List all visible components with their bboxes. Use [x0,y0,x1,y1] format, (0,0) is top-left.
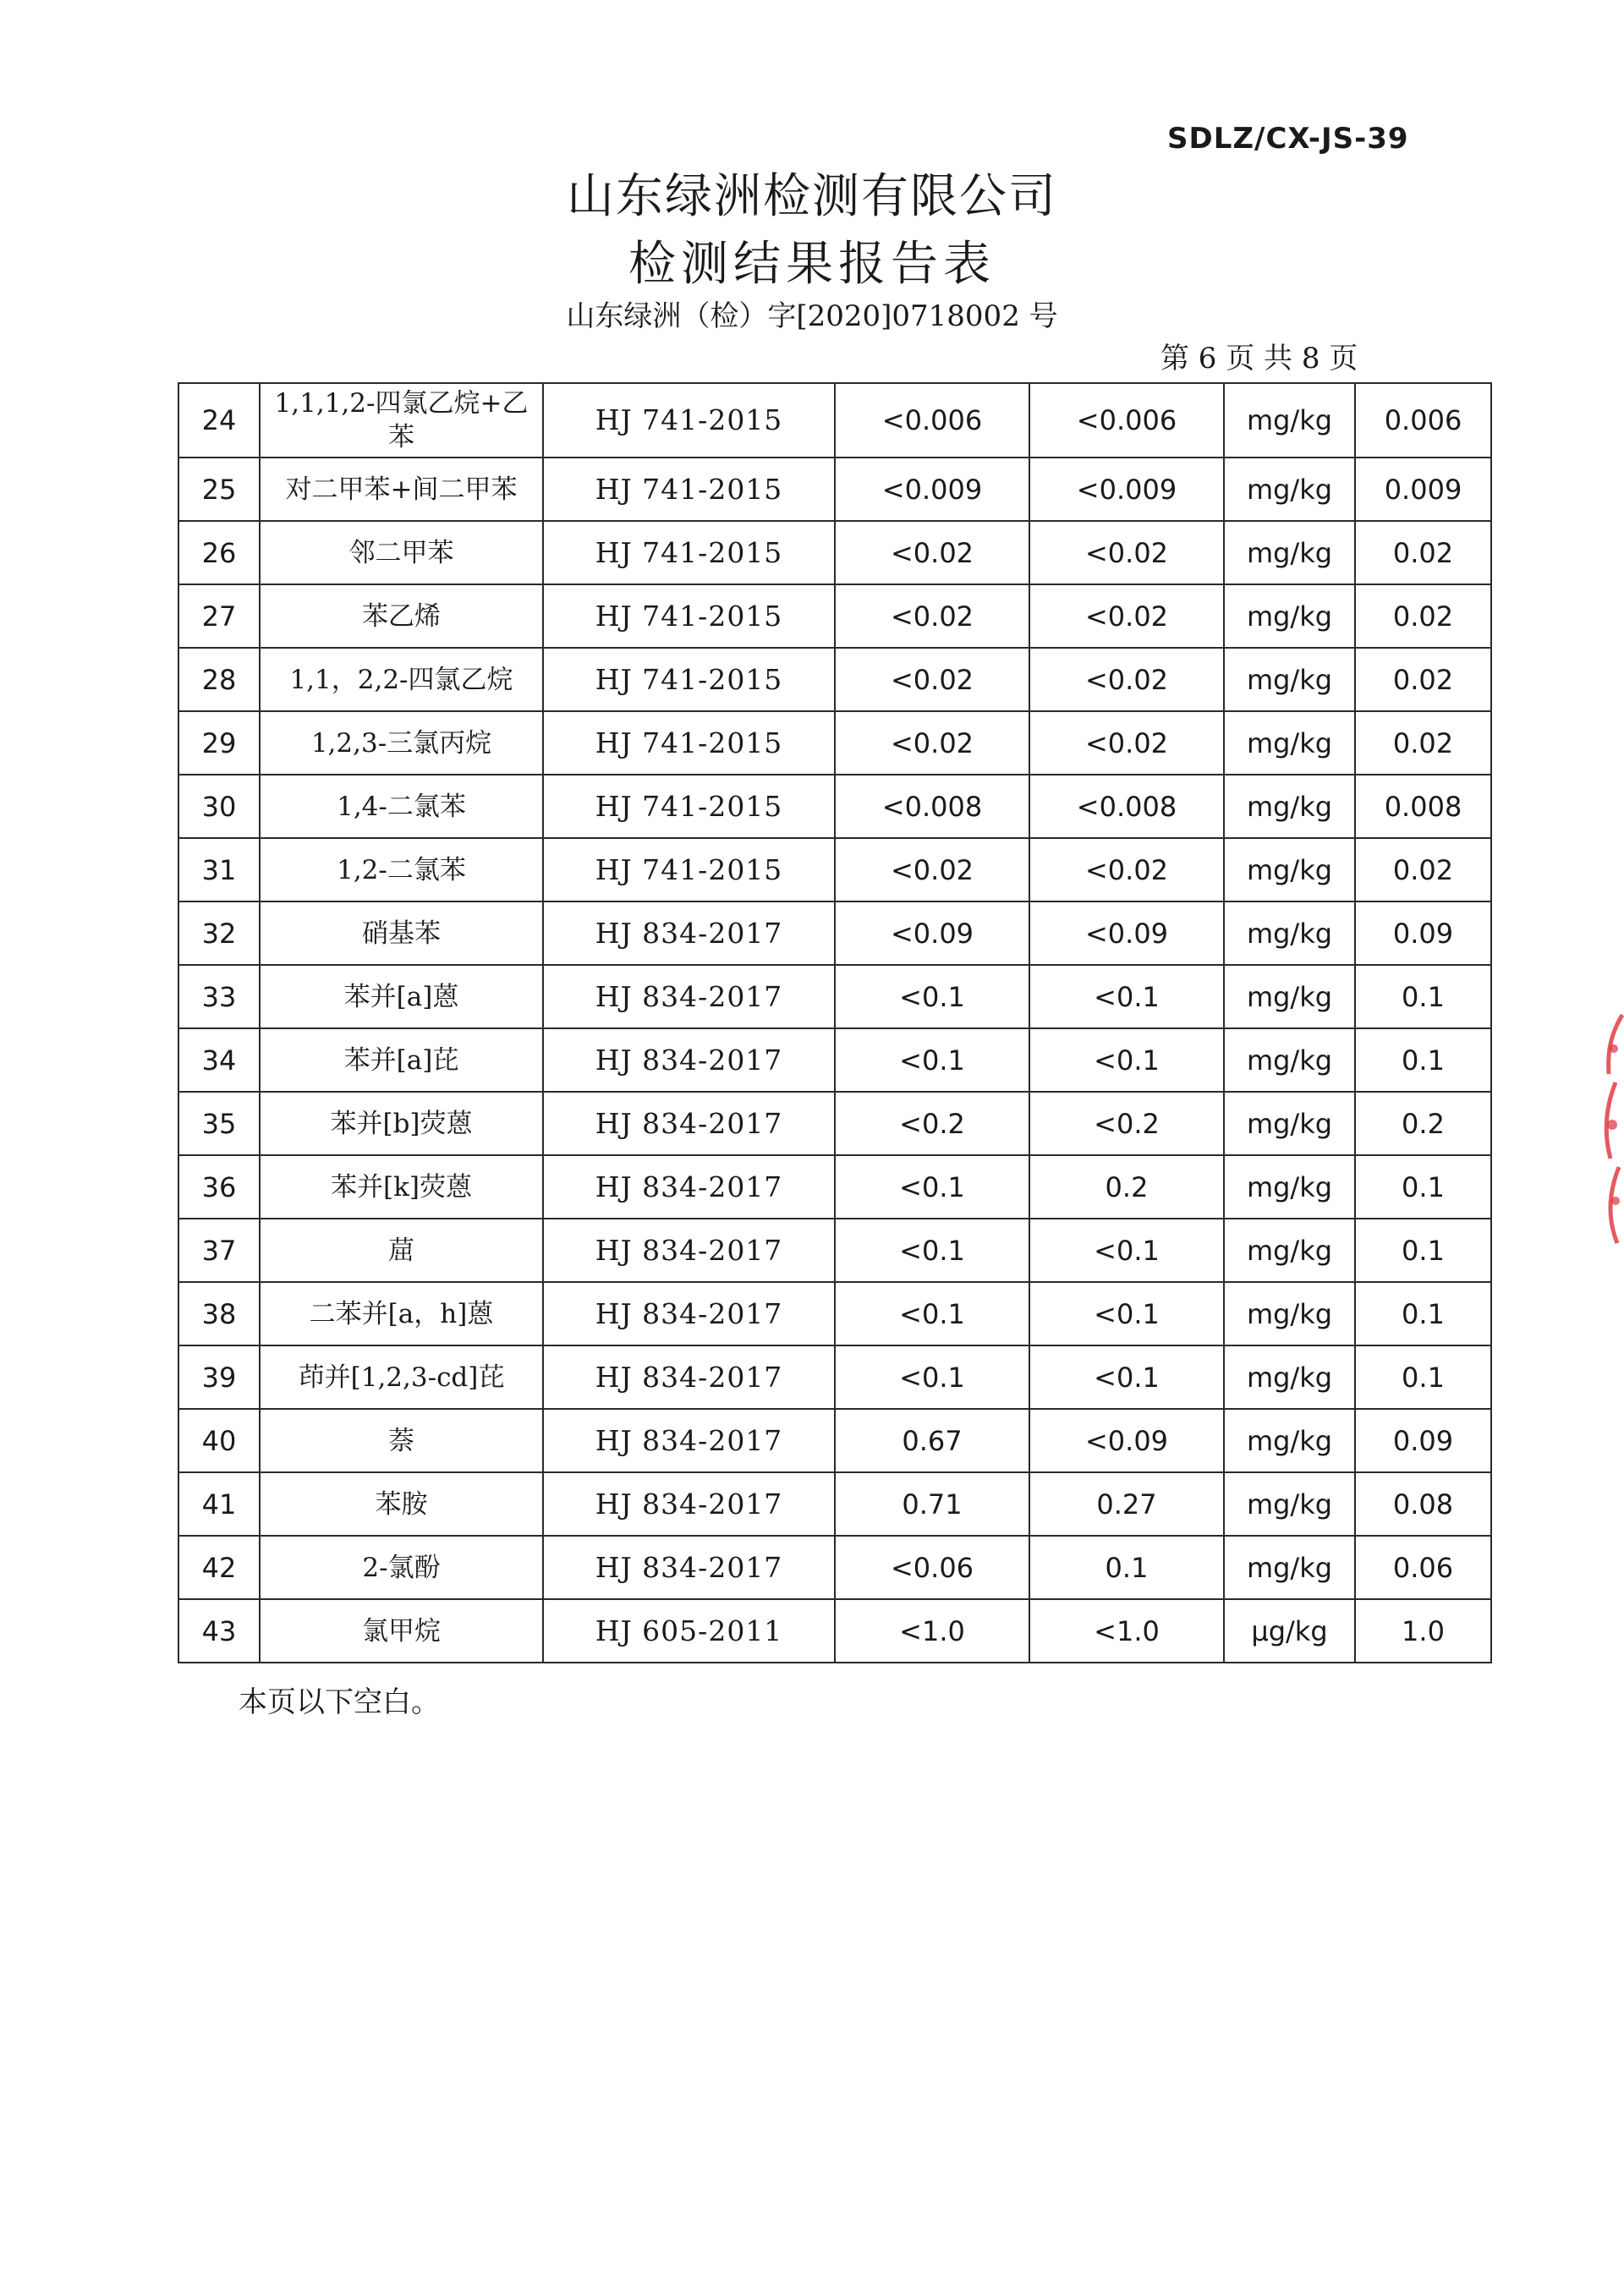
detection-limit-cell: 0.1 [1355,1345,1491,1409]
table-row [178,775,1491,838]
page-number: 第 6 页 共 8 页 [1160,342,1358,375]
analyte-name-cell: 二苯并[a，h]蒽 [260,1282,543,1345]
row-number-cell: 31 [178,838,260,901]
result-2-cell: <0.02 [1029,838,1224,901]
unit-cell: mg/kg [1224,775,1355,838]
analyte-name-cell: 苯并[a]芘 [260,1028,543,1092]
table-row [178,965,1491,1028]
analyte-name-cell: 1,1,1,2-四氯乙烷+乙苯 [260,383,543,458]
detection-limit-cell: 0.02 [1355,584,1491,648]
unit-cell: mg/kg [1224,1155,1355,1219]
result-2-cell: 0.2 [1029,1155,1224,1219]
detection-limit-cell: 0.006 [1355,383,1491,458]
unit-cell: mg/kg [1224,838,1355,901]
row-number-cell: 34 [178,1028,260,1092]
company-title: 山东绿洲检测有限公司 [567,169,1057,224]
method-standard-cell: HJ 605-2011 [543,1599,835,1663]
result-2-cell: <0.1 [1029,1345,1224,1409]
result-2-cell: <0.006 [1029,383,1224,458]
detection-limit-cell: 0.009 [1355,458,1491,521]
detection-limit-cell: 0.09 [1355,1409,1491,1472]
unit-cell: mg/kg [1224,458,1355,521]
detection-limit-cell: 1.0 [1355,1599,1491,1663]
detection-limit-cell: 0.08 [1355,1472,1491,1536]
result-2-cell: <0.1 [1029,1219,1224,1282]
analyte-name-cell: 2-氯酚 [260,1536,543,1599]
unit-cell: mg/kg [1224,901,1355,965]
unit-cell: mg/kg [1224,1028,1355,1092]
method-standard-cell: HJ 741-2015 [543,521,835,584]
result-1-cell: <0.1 [835,965,1029,1028]
table-row [178,1409,1491,1472]
method-standard-cell: HJ 834-2017 [543,1345,835,1409]
result-2-cell: 0.1 [1029,1536,1224,1599]
method-standard-cell: HJ 834-2017 [543,1536,835,1599]
result-2-cell: <0.02 [1029,584,1224,648]
result-2-cell: <0.1 [1029,1028,1224,1092]
result-1-cell: <0.02 [835,584,1029,648]
detection-limit-cell: 0.1 [1355,1219,1491,1282]
table-row [178,901,1491,965]
method-standard-cell: HJ 741-2015 [543,775,835,838]
result-2-cell: <0.009 [1029,458,1224,521]
method-standard-cell: HJ 834-2017 [543,1092,835,1155]
method-standard-cell: HJ 741-2015 [543,838,835,901]
analyte-name-cell: 1,1，2,2-四氯乙烷 [260,648,543,711]
result-2-cell: <0.02 [1029,711,1224,775]
unit-cell: mg/kg [1224,1092,1355,1155]
results-table-body [178,383,1491,1663]
analyte-name-cell: 1,4-二氯苯 [260,775,543,838]
analyte-name-cell: 䓛 [260,1219,543,1282]
analyte-name-cell: 1,2-二氯苯 [260,838,543,901]
unit-cell: mg/kg [1224,711,1355,775]
result-1-cell: <0.1 [835,1282,1029,1345]
method-standard-cell: HJ 834-2017 [543,1155,835,1219]
detection-limit-cell: 0.1 [1355,1155,1491,1219]
result-2-cell: <0.1 [1029,1282,1224,1345]
detection-limit-cell: 0.2 [1355,1092,1491,1155]
unit-cell: mg/kg [1224,1472,1355,1536]
blank-page-note: 本页以下空白。 [239,1685,440,1719]
row-number-cell: 27 [178,584,260,648]
method-standard-cell: HJ 834-2017 [543,1219,835,1282]
result-1-cell: <0.2 [835,1092,1029,1155]
analyte-name-cell: 苯并[b]荧蒽 [260,1092,543,1155]
result-1-cell: <0.02 [835,521,1029,584]
method-standard-cell: HJ 834-2017 [543,1282,835,1345]
result-1-cell: <0.009 [835,458,1029,521]
row-number-cell: 25 [178,458,260,521]
row-number-cell: 24 [178,383,260,458]
unit-cell: mg/kg [1224,521,1355,584]
row-number-cell: 37 [178,1219,260,1282]
unit-cell: mg/kg [1224,648,1355,711]
detection-limit-cell: 0.06 [1355,1536,1491,1599]
result-1-cell: <0.1 [835,1345,1029,1409]
result-1-cell: 0.71 [835,1472,1029,1536]
row-number-cell: 33 [178,965,260,1028]
analyte-name-cell: 氯甲烷 [260,1599,543,1663]
table-row [178,1219,1491,1282]
unit-cell: mg/kg [1224,1345,1355,1409]
detection-limit-cell: 0.09 [1355,901,1491,965]
method-standard-cell: HJ 834-2017 [543,1472,835,1536]
unit-cell: μg/kg [1224,1599,1355,1663]
row-number-cell: 35 [178,1092,260,1155]
analyte-name-cell: 对二甲苯+间二甲苯 [260,458,543,521]
results-table-container [178,382,1492,1663]
unit-cell: mg/kg [1224,1282,1355,1345]
analyte-name-cell: 茚并[1,2,3-cd]芘 [260,1345,543,1409]
table-row [178,458,1491,521]
unit-cell: mg/kg [1224,1536,1355,1599]
method-standard-cell: HJ 834-2017 [543,965,835,1028]
row-number-cell: 40 [178,1409,260,1472]
detection-limit-cell: 0.008 [1355,775,1491,838]
document-code: SDLZ/CX-JS-39 [1167,122,1409,156]
table-row [178,1536,1491,1599]
result-1-cell: <0.1 [835,1219,1029,1282]
table-row [178,1028,1491,1092]
unit-cell: mg/kg [1224,584,1355,648]
result-1-cell: <0.1 [835,1155,1029,1219]
result-1-cell: <1.0 [835,1599,1029,1663]
method-standard-cell: HJ 834-2017 [543,1028,835,1092]
detection-limit-cell: 0.02 [1355,648,1491,711]
analyte-name-cell: 苯并[a]蒽 [260,965,543,1028]
analyte-name-cell: 苯并[k]荧蒽 [260,1155,543,1219]
method-standard-cell: HJ 741-2015 [543,458,835,521]
detection-limit-cell: 0.02 [1355,711,1491,775]
result-1-cell: <0.008 [835,775,1029,838]
row-number-cell: 30 [178,775,260,838]
detection-limit-cell: 0.02 [1355,838,1491,901]
unit-cell: mg/kg [1224,965,1355,1028]
table-row [178,1155,1491,1219]
row-number-cell: 32 [178,901,260,965]
result-1-cell: 0.67 [835,1409,1029,1472]
results-table [178,382,1492,1663]
unit-cell: mg/kg [1224,383,1355,458]
result-1-cell: <0.09 [835,901,1029,965]
analyte-name-cell: 硝基苯 [260,901,543,965]
method-standard-cell: HJ 741-2015 [543,648,835,711]
row-number-cell: 41 [178,1472,260,1536]
unit-cell: mg/kg [1224,1219,1355,1282]
detection-limit-cell: 0.1 [1355,1282,1491,1345]
red-seal-stamp [1597,998,1624,1252]
table-row [178,1599,1491,1663]
row-number-cell: 29 [178,711,260,775]
method-standard-cell: HJ 741-2015 [543,383,835,458]
analyte-name-cell: 苯乙烯 [260,584,543,648]
result-1-cell: <0.02 [835,838,1029,901]
result-1-cell: <0.006 [835,383,1029,458]
result-2-cell: <0.09 [1029,1409,1224,1472]
method-standard-cell: HJ 834-2017 [543,901,835,965]
analyte-name-cell: 邻二甲苯 [260,521,543,584]
detection-limit-cell: 0.1 [1355,1028,1491,1092]
table-row [178,711,1491,775]
row-number-cell: 26 [178,521,260,584]
row-number-cell: 36 [178,1155,260,1219]
method-standard-cell: HJ 741-2015 [543,584,835,648]
detection-limit-cell: 0.1 [1355,965,1491,1028]
table-row [178,1092,1491,1155]
method-standard-cell: HJ 834-2017 [543,1409,835,1472]
table-row [178,838,1491,901]
result-1-cell: <0.02 [835,648,1029,711]
row-number-cell: 38 [178,1282,260,1345]
result-2-cell: <0.2 [1029,1092,1224,1155]
unit-cell: mg/kg [1224,1409,1355,1472]
result-2-cell: 0.27 [1029,1472,1224,1536]
analyte-name-cell: 1,2,3-三氯丙烷 [260,711,543,775]
result-2-cell: <0.09 [1029,901,1224,965]
row-number-cell: 42 [178,1536,260,1599]
result-2-cell: <1.0 [1029,1599,1224,1663]
result-1-cell: <0.02 [835,711,1029,775]
result-2-cell: <0.008 [1029,775,1224,838]
table-row [178,584,1491,648]
result-2-cell: <0.1 [1029,965,1224,1028]
row-number-cell: 39 [178,1345,260,1409]
table-row [178,383,1491,458]
method-standard-cell: HJ 741-2015 [543,711,835,775]
row-number-cell: 43 [178,1599,260,1663]
table-row [178,521,1491,584]
result-2-cell: <0.02 [1029,648,1224,711]
table-row [178,1345,1491,1409]
row-number-cell: 28 [178,648,260,711]
analyte-name-cell: 萘 [260,1409,543,1472]
report-number: 山东绿洲（检）字[2020]0718002 号 [566,299,1058,333]
table-row [178,648,1491,711]
result-1-cell: <0.06 [835,1536,1029,1599]
result-2-cell: <0.02 [1029,521,1224,584]
analyte-name-cell: 苯胺 [260,1472,543,1536]
detection-limit-cell: 0.02 [1355,521,1491,584]
table-row [178,1282,1491,1345]
result-1-cell: <0.1 [835,1028,1029,1092]
report-title: 检测结果报告表 [628,237,996,292]
table-row [178,1472,1491,1536]
